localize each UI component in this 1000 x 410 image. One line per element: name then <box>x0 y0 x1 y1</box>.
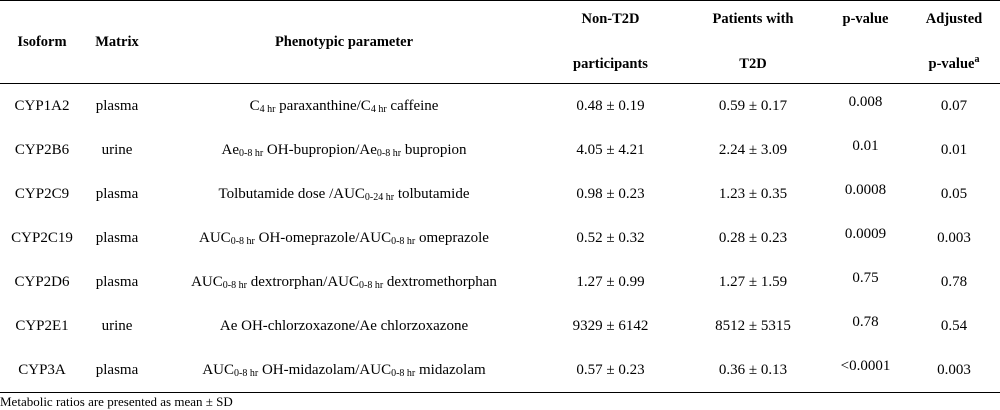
cell-t2d <box>683 172 823 216</box>
table-row <box>0 260 1000 304</box>
header-non-t2d-line1: Non-T2D <box>581 11 640 27</box>
header-matrix: Matrix <box>84 1 150 84</box>
cell-pvalue-value: 0.01 <box>852 137 879 154</box>
cell-non-t2d <box>538 172 683 216</box>
header-non-t2d-line2: participants <box>573 56 648 72</box>
cell-isoform <box>0 172 84 216</box>
parameter-text: AUC <box>199 229 231 246</box>
cell-matrix <box>84 348 150 393</box>
cell-non-t2d-value: 1.27 ± 0.99 <box>576 273 645 290</box>
header-pvalue <box>823 1 908 84</box>
header-t2d-line1: Patients with <box>712 11 794 27</box>
cell-adjusted-pvalue <box>908 128 1000 172</box>
cell-t2d <box>683 348 823 393</box>
cell-parameter <box>150 304 538 348</box>
parameter-text: paraxanthine/C <box>275 97 371 114</box>
header-t2d <box>683 1 823 84</box>
header-adj-footnote-mark: a <box>974 54 980 66</box>
parameter-subscript: 0-8 hr <box>234 367 259 379</box>
cell-t2d-value: 2.24 ± 3.09 <box>718 141 788 158</box>
cell-pvalue <box>823 260 908 304</box>
cell-pvalue-value: 0.78 <box>852 313 879 330</box>
cell-isoform-value: CYP2C19 <box>11 229 73 246</box>
cell-matrix <box>84 216 150 260</box>
cell-adjusted-pvalue <box>908 172 1000 216</box>
table-row <box>0 84 1000 129</box>
cell-isoform <box>0 348 84 393</box>
cell-matrix-value: plasma <box>95 185 139 202</box>
parameter-subscript: 0-8 hr <box>230 235 255 247</box>
cell-non-t2d-value: 4.05 ± 4.21 <box>576 141 645 158</box>
table-row <box>0 348 1000 393</box>
parameter-text: omeprazole <box>415 229 489 246</box>
cell-adjusted-pvalue <box>908 216 1000 260</box>
parameter-text: OH-midazolam/AUC <box>258 361 392 378</box>
cell-parameter <box>150 260 538 304</box>
cell-parameter <box>150 128 538 172</box>
parameter-text: AUC <box>202 361 235 378</box>
cell-non-t2d <box>538 348 683 393</box>
cell-t2d-value: 8512 ± 5315 <box>715 317 791 334</box>
header-adjusted-pvalue <box>908 1 1000 84</box>
parameter-text: dextrorphan/AUC <box>246 273 359 290</box>
cell-isoform-value: CYP1A2 <box>14 97 70 114</box>
cell-t2d <box>683 216 823 260</box>
cell-isoform <box>0 216 84 260</box>
table-row <box>0 128 1000 172</box>
header-row <box>0 1 1000 84</box>
cell-isoform-value: CYP2B6 <box>14 141 70 158</box>
cell-t2d-value: 0.36 ± 0.13 <box>718 361 788 378</box>
table-row <box>0 216 1000 260</box>
cell-adjusted-pvalue-value: 0.78 <box>940 273 968 290</box>
cell-matrix <box>84 304 150 348</box>
cell-pvalue-value: <0.0001 <box>840 357 891 374</box>
cell-isoform-value: CYP3A <box>18 361 66 378</box>
cell-matrix <box>84 172 150 216</box>
cell-adjusted-pvalue-value: 0.003 <box>937 361 971 378</box>
cell-adjusted-pvalue <box>908 84 1000 129</box>
parameter-subscript: 0-8 hr <box>376 147 402 159</box>
cell-pvalue <box>823 128 908 172</box>
cell-matrix-value: plasma <box>95 97 139 114</box>
cell-t2d-value: 1.23 ± 0.35 <box>718 185 788 202</box>
cell-pvalue <box>823 304 908 348</box>
cell-t2d-value: 0.28 ± 0.23 <box>718 229 788 246</box>
cell-t2d <box>683 304 823 348</box>
parameter-text: AUC <box>191 273 223 290</box>
cell-non-t2d-value: 0.98 ± 0.23 <box>576 185 645 202</box>
header-pvalue-label: p-value <box>842 11 889 27</box>
header-parameter: Phenotypic parameter <box>150 1 538 84</box>
cell-isoform <box>0 260 84 304</box>
cell-isoform <box>0 128 84 172</box>
cell-t2d-value: 0.59 ± 0.17 <box>718 97 788 114</box>
table-row <box>0 172 1000 216</box>
cell-pvalue-value: 0.0009 <box>844 225 887 242</box>
parameter-text: midazolam <box>415 361 486 378</box>
table-row <box>0 304 1000 348</box>
cell-pvalue-value: 0.008 <box>848 93 883 110</box>
cell-adjusted-pvalue-value: 0.003 <box>937 229 971 246</box>
parameter-text: OH-omeprazole/AUC <box>254 229 392 246</box>
cell-matrix <box>84 260 150 304</box>
parameter-subscript: 0-8 hr <box>239 147 264 159</box>
cell-isoform <box>0 304 84 348</box>
parameter-text: Ae OH-chlorzoxazone/Ae chlorzoxazone <box>219 317 469 334</box>
cell-t2d-value: 1.27 ± 1.59 <box>718 273 788 290</box>
cell-adjusted-pvalue <box>908 260 1000 304</box>
cell-adjusted-pvalue-value: 0.07 <box>940 97 968 114</box>
parameter-subscript: 0-8 hr <box>391 235 416 247</box>
parameter-subscript: 0-8 hr <box>391 367 416 379</box>
header-isoform: Isoform <box>0 1 84 84</box>
cell-non-t2d <box>538 304 683 348</box>
cell-non-t2d <box>538 84 683 129</box>
footnote: Metabolic ratios are presented as mean ± SD <box>0 394 233 409</box>
cell-non-t2d-value: 0.57 ± 0.23 <box>576 361 645 378</box>
parameter-text: Ae <box>221 141 239 158</box>
cell-pvalue-value: 0.75 <box>852 269 879 286</box>
cell-matrix-value: plasma <box>95 273 139 290</box>
cell-adjusted-pvalue <box>908 348 1000 393</box>
cell-isoform <box>0 84 84 129</box>
cell-parameter <box>150 216 538 260</box>
parameter-text: caffeine <box>386 97 439 114</box>
cell-isoform-value: CYP2E1 <box>15 317 69 334</box>
parameter-subscript: 0-24 hr <box>364 191 395 203</box>
cell-non-t2d-value: 9329 ± 6142 <box>572 317 649 334</box>
cell-adjusted-pvalue-value: 0.01 <box>940 141 968 158</box>
cell-matrix-value: urine <box>101 141 133 158</box>
cell-adjusted-pvalue <box>908 304 1000 348</box>
cell-matrix-value: urine <box>101 317 133 334</box>
cell-non-t2d-value: 0.52 ± 0.32 <box>576 229 645 246</box>
cell-pvalue-value: 0.0008 <box>844 181 887 198</box>
header-adj-line2: p-value <box>928 56 975 72</box>
cell-parameter <box>150 172 538 216</box>
header-adj-line1: Adjusted <box>925 11 983 27</box>
cell-t2d <box>683 84 823 129</box>
parameter-subscript: 4 hr <box>259 103 276 115</box>
cell-pvalue <box>823 84 908 129</box>
cell-adjusted-pvalue-value: 0.05 <box>940 185 968 202</box>
cell-parameter <box>150 348 538 393</box>
cell-isoform-value: CYP2C9 <box>14 185 70 202</box>
cell-non-t2d-value: 0.48 ± 0.19 <box>576 97 645 114</box>
header-non-t2d <box>538 1 683 84</box>
parameter-text: bupropion <box>401 141 467 158</box>
parameter-text: OH-bupropion/Ae <box>263 141 377 158</box>
cell-t2d <box>683 128 823 172</box>
cell-adjusted-pvalue-value: 0.54 <box>940 317 968 334</box>
cell-non-t2d <box>538 216 683 260</box>
parameter-subscript: 4 hr <box>370 103 387 115</box>
cell-pvalue <box>823 172 908 216</box>
cell-non-t2d <box>538 128 683 172</box>
parameter-subscript: 0-8 hr <box>359 279 384 291</box>
cell-isoform-value: CYP2D6 <box>14 273 70 290</box>
parameter-text: tolbutamide <box>394 185 470 202</box>
cell-matrix-value: plasma <box>95 229 139 246</box>
cell-pvalue <box>823 216 908 260</box>
cell-matrix-value: plasma <box>95 361 139 378</box>
cell-parameter <box>150 84 538 129</box>
cell-pvalue <box>823 348 908 393</box>
parameter-text: dextromethorphan <box>383 273 497 290</box>
cell-non-t2d <box>538 260 683 304</box>
cell-t2d <box>683 260 823 304</box>
parameter-text: C <box>249 97 260 114</box>
parameter-subscript: 0-8 hr <box>222 279 247 291</box>
parameter-text: Tolbutamide dose /AUC <box>218 185 365 202</box>
cell-matrix <box>84 84 150 129</box>
header-t2d-line2: T2D <box>739 56 767 72</box>
cell-matrix <box>84 128 150 172</box>
